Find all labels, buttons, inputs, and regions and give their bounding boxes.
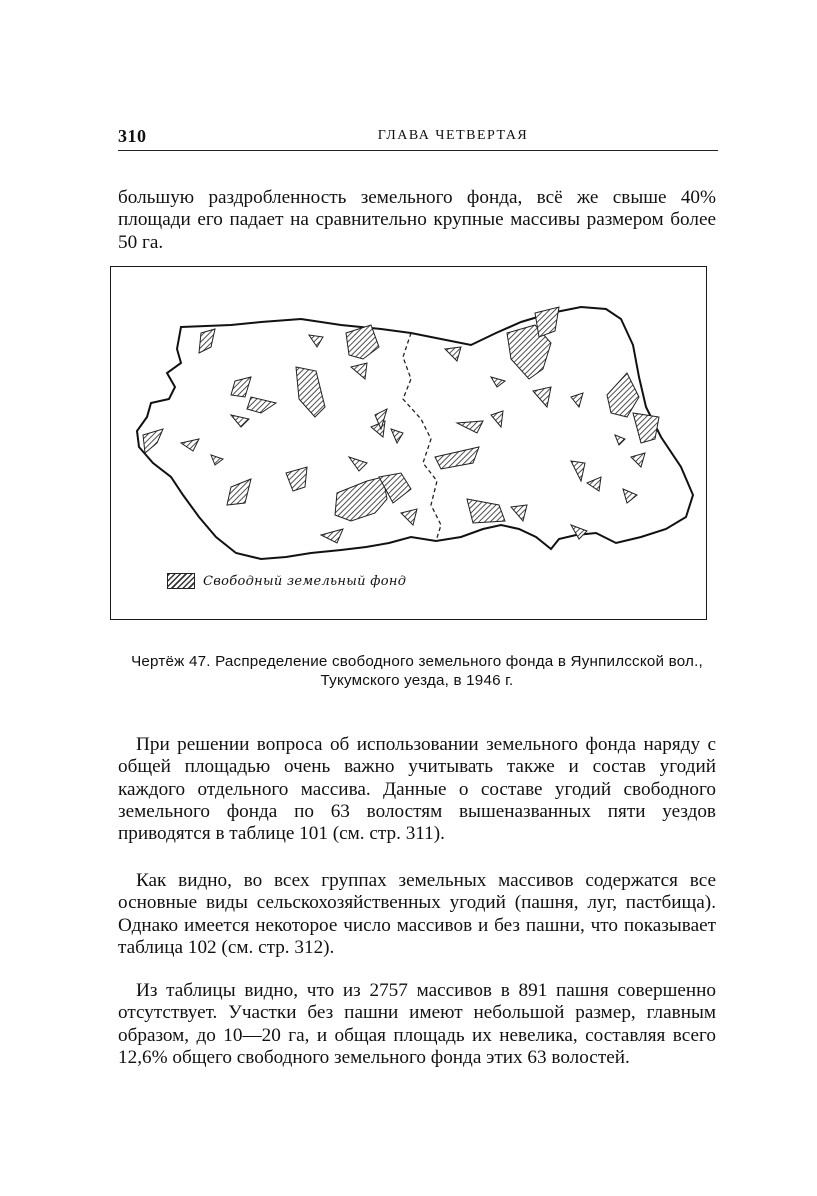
parcel <box>571 461 585 481</box>
parcel <box>391 429 403 443</box>
parcel <box>231 415 249 427</box>
page-header <box>118 124 718 151</box>
body-paragraph: При решении вопроса об использовании земельного фонда наряду с общей площадью очень важно учитывать также и состав угодий каждого отдельного массива. Данные о составе угодий свободного земельного фонда по 63 волостям вышеназванных пяти уездов приводятся в таблице 101 (см. стр. 311). <box>118 734 716 844</box>
parcel <box>231 377 251 397</box>
legend-hatch-swatch <box>167 573 195 589</box>
parcel <box>457 421 483 433</box>
parcel <box>571 525 587 539</box>
parcel <box>607 373 639 417</box>
map-legend <box>167 573 406 589</box>
parcel <box>435 447 479 469</box>
parcel <box>571 393 583 407</box>
parcel <box>633 413 659 443</box>
parcel <box>181 439 199 451</box>
parcel <box>211 455 223 465</box>
body-paragraph: Из таблицы видно, что из 2757 массивов в 891 пашня совершенно отсутствует. Участки без пашни имеют небольшой размер, главным образом, до 10—20 га, и общая площадь их невелика, составляя всего 12,6% общего свободного земельного фонда этих 63 волостей. <box>118 980 716 1068</box>
parcel <box>631 453 645 467</box>
parcel <box>587 477 601 491</box>
parcel <box>286 467 307 491</box>
parcel <box>511 505 527 521</box>
parcel <box>296 367 325 417</box>
parcel <box>346 325 379 359</box>
legend-label: Свободный земельный фонд <box>203 573 407 589</box>
internal-boundary <box>403 333 441 541</box>
intro-paragraph: большую раздробленность земельного фонда, всё же свыше 40% площади его падает на сравнительно крупные массивы размером более 50 га. <box>118 187 716 253</box>
parcel <box>227 479 251 505</box>
parcel <box>199 329 215 353</box>
parcel <box>535 307 559 337</box>
parcel <box>309 335 323 347</box>
parcel <box>533 387 551 407</box>
parcel <box>623 489 637 503</box>
district-map <box>111 267 708 621</box>
parcel <box>351 363 367 379</box>
page-number: 310 <box>118 126 147 146</box>
parcel <box>491 411 503 427</box>
volost-boundary <box>137 307 693 559</box>
parcel <box>401 509 417 525</box>
parcel <box>335 477 387 521</box>
parcel <box>143 429 163 453</box>
figure-map <box>110 266 707 620</box>
running-title: ГЛАВА ЧЕТВЕРТАЯ <box>377 128 529 143</box>
body-paragraph: Как видно, во всех группах земельных массивов содержатся все основные виды сельскохозяйственных угодий (пашня, луг, пастбища). Однако имеется некоторое число массивов и без пашни, что показывает таблица 102 (см. стр. 312). <box>118 870 716 958</box>
parcel <box>321 529 343 543</box>
figure-caption: Чертёж 47. Распределение свободного земельного фонда в Яунпилсской вол., Тукумского уезда, в 1946 г. <box>131 653 703 690</box>
parcel <box>615 435 625 445</box>
parcel <box>349 457 367 471</box>
parcel <box>445 347 461 361</box>
parcel <box>247 397 276 413</box>
parcel <box>467 499 505 523</box>
parcel <box>491 377 505 387</box>
